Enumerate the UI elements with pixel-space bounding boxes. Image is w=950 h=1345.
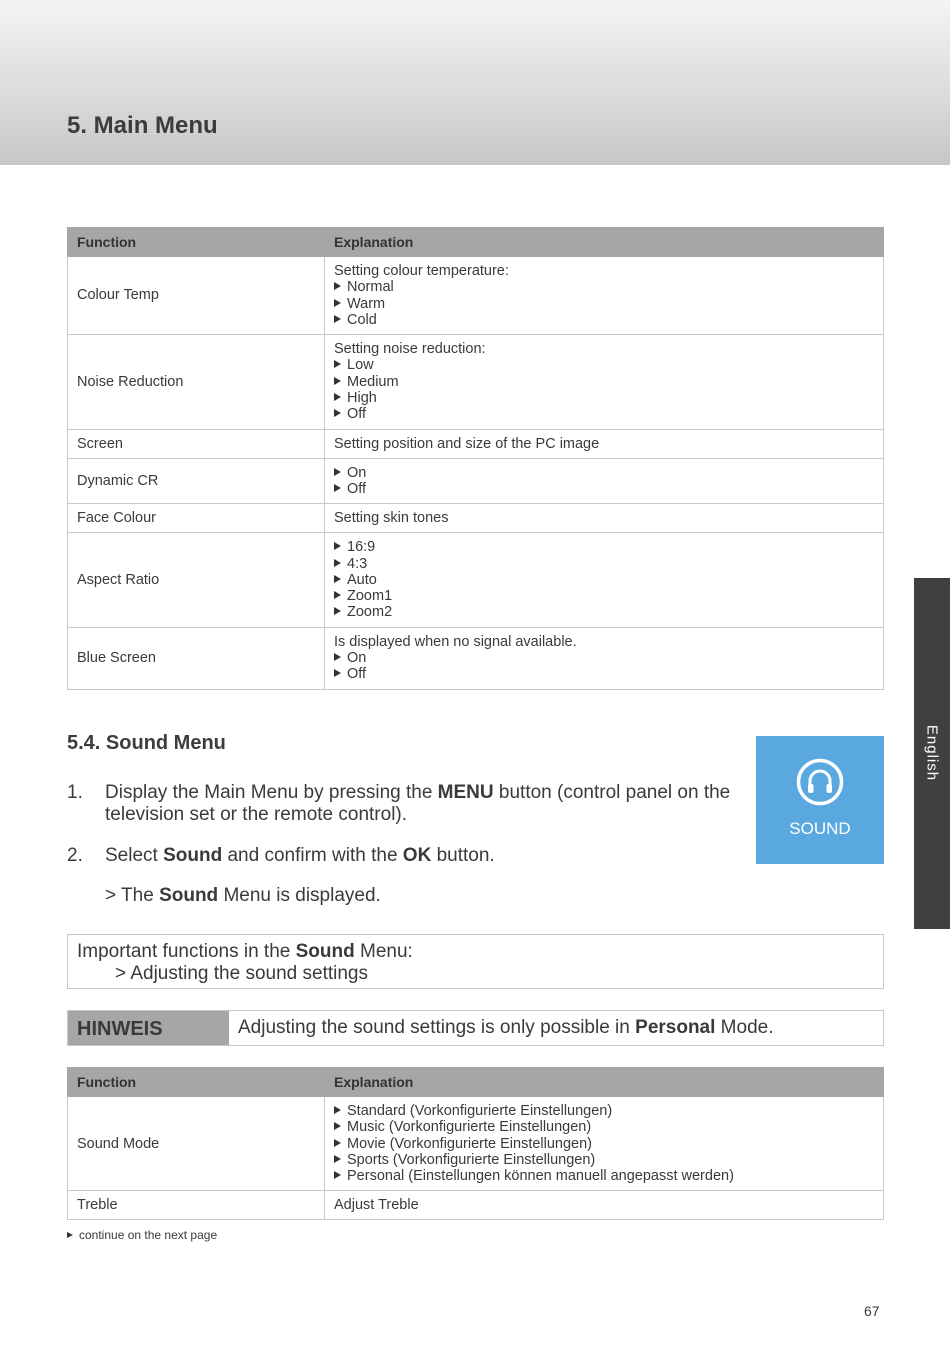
option-item: High [334, 390, 874, 406]
table-header-row [68, 228, 884, 257]
option-item: 4:3 [334, 556, 874, 572]
option-item: Sports (Vorkonfigurierte Einstellungen) [334, 1152, 874, 1168]
note-tag: HINWEIS [68, 1011, 229, 1045]
table-header-row [68, 1068, 884, 1097]
note-text-part: Mode. [715, 1017, 774, 1038]
step-text: Display the Main Menu by pressing the [105, 782, 438, 803]
picture-function-table [67, 227, 884, 690]
step-text: button. [431, 845, 495, 866]
explanation-text: Adjust Treble [334, 1197, 419, 1214]
explanation-text: Is displayed when no signal available. [334, 633, 577, 650]
option-item: Personal (Einstellungen können manuell angepasst werden) [334, 1168, 874, 1184]
option-item: Auto [334, 572, 874, 588]
explanation-text: Setting position and size of the PC image [334, 435, 600, 452]
table-row [68, 1191, 884, 1220]
table-row [68, 1097, 884, 1191]
step-text: Select [105, 845, 164, 866]
table-row [68, 429, 884, 458]
sound-label: Sound [295, 941, 355, 962]
step-text: and confirm with the [222, 845, 403, 866]
option-item: Medium [334, 374, 874, 390]
explanation-text: Setting noise reduction: [334, 341, 486, 358]
function-cell: Blue Screen [68, 627, 325, 689]
table-row [68, 458, 884, 504]
important-item: > Adjusting the sound settings [115, 963, 368, 984]
step-1 [67, 782, 747, 826]
option-item: Off [334, 406, 874, 422]
note-text-part: Adjusting the sound settings is only possible in [238, 1017, 636, 1038]
section-heading: 5.4. Sound Menu [67, 732, 226, 754]
explanation-cell [325, 627, 884, 689]
option-item: Low [334, 357, 874, 373]
column-header-explanation: Explanation [325, 228, 884, 257]
column-header-function: Function [68, 1068, 325, 1097]
option-item: Cold [334, 312, 874, 328]
sound-menu-icon-tile [756, 736, 884, 864]
column-header-function: Function [68, 228, 325, 257]
option-item: On [334, 465, 874, 481]
step-number: 1. [67, 782, 83, 803]
function-cell: Face Colour [68, 504, 325, 533]
page-title: 5. Main Menu [67, 112, 218, 139]
option-item: Zoom1 [334, 588, 874, 604]
table-row [68, 335, 884, 429]
table-body [68, 257, 884, 690]
continue-note: continue on the next page [67, 1228, 217, 1242]
page-header [0, 0, 950, 165]
function-cell: Noise Reduction [68, 335, 325, 429]
table-row [68, 504, 884, 533]
explanation-cell [325, 335, 884, 429]
sound-icon-label: SOUND [789, 819, 851, 838]
menu-key-label: MENU [437, 782, 494, 803]
option-item: Off [334, 481, 874, 497]
sound-label: Sound [159, 885, 219, 906]
language-tab [914, 578, 950, 929]
option-item: Normal [334, 279, 874, 295]
sound-function-table [67, 1067, 884, 1220]
important-functions-box [67, 934, 884, 989]
important-text: Important functions in the [77, 941, 296, 962]
result-text: > The [105, 885, 160, 906]
step-result [67, 885, 747, 907]
table-row [68, 257, 884, 335]
function-cell: Colour Temp [68, 257, 325, 335]
step-2 [67, 845, 747, 867]
important-text: Menu: [354, 941, 413, 962]
page-number: 67 [864, 1303, 880, 1319]
option-item: Zoom2 [334, 604, 874, 620]
option-item: Standard (Vorkonfigurierte Einstellungen) [334, 1103, 874, 1119]
explanation-text: Setting colour temperature: [334, 263, 509, 279]
explanation-text: Setting skin tones [334, 510, 449, 527]
function-cell: Screen [68, 429, 325, 458]
explanation-cell [325, 1097, 884, 1191]
step-text: button (control panel on the television set or the remote control). [105, 782, 731, 825]
personal-label: Personal [635, 1017, 716, 1038]
function-cell: Dynamic CR [68, 458, 325, 504]
explanation-cell [325, 504, 884, 533]
explanation-cell [325, 533, 884, 627]
instruction-steps [67, 782, 747, 907]
headphones-icon [796, 758, 844, 806]
function-cell: Sound Mode [68, 1097, 325, 1191]
explanation-cell [325, 257, 884, 335]
explanation-cell [325, 429, 884, 458]
explanation-cell [325, 458, 884, 504]
option-item: Warm [334, 296, 874, 312]
function-cell: Aspect Ratio [68, 533, 325, 627]
result-text: Menu is displayed. [218, 885, 381, 906]
function-cell: Treble [68, 1191, 325, 1220]
step-number: 2. [67, 845, 83, 866]
table-row [68, 533, 884, 627]
important-intro [77, 941, 413, 963]
table-row [68, 627, 884, 689]
language-tab-label: English [923, 724, 941, 782]
explanation-cell [325, 1191, 884, 1220]
option-item: 16:9 [334, 539, 874, 555]
option-item: Movie (Vorkonfigurierte Einstellungen) [334, 1136, 874, 1152]
note-text [238, 1011, 774, 1045]
note-box [67, 1010, 884, 1046]
option-item: Off [334, 666, 874, 682]
column-header-explanation: Explanation [325, 1068, 884, 1097]
sound-label: Sound [163, 845, 223, 866]
option-item: Music (Vorkonfigurierte Einstellungen) [334, 1119, 874, 1135]
ok-key-label: OK [402, 845, 432, 866]
table-body [68, 1097, 884, 1220]
option-item: On [334, 650, 874, 666]
